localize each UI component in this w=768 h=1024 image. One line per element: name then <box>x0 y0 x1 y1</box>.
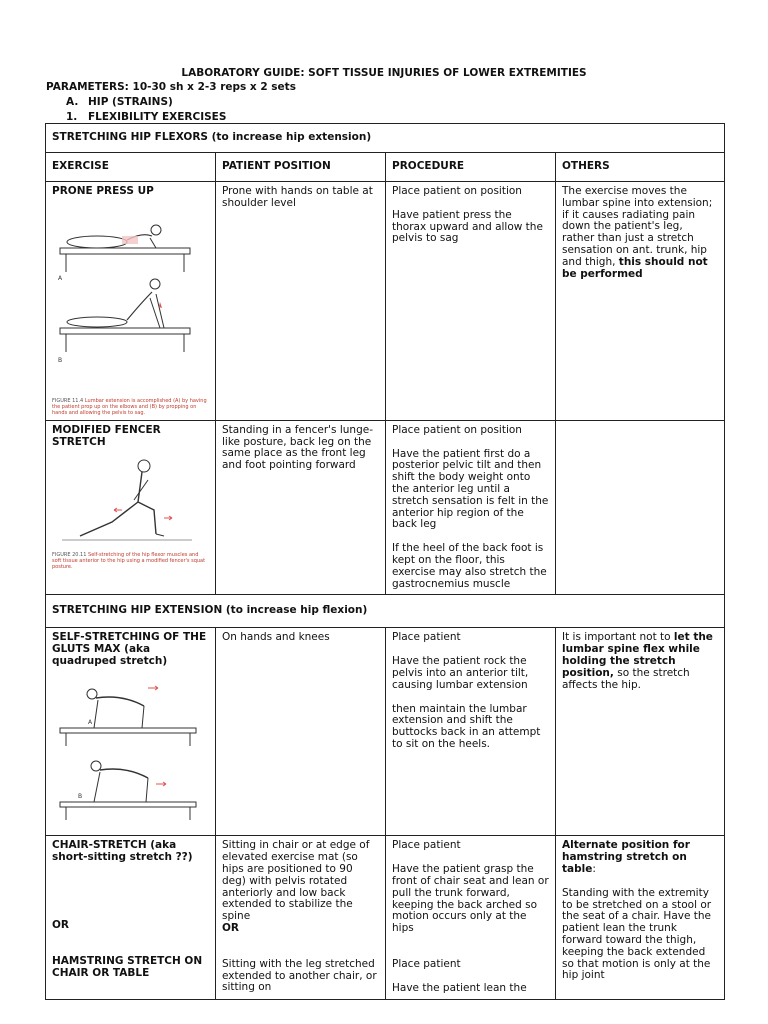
table-row-gluts-max <box>46 628 725 836</box>
position-cell: On hands and knees <box>216 628 386 836</box>
fencer-stretch-illustration <box>52 452 202 552</box>
procedure-step-alt: Have the patient lean the <box>392 981 527 994</box>
position-cell: Standing in a fencer's lunge-like posture, back leg on the same place as the front leg and foot pointing forward <box>216 420 386 595</box>
parameters-line: PARAMETERS: 10-30 sh x 2-3 reps x 2 sets <box>46 81 296 93</box>
exercise-name-alt: HAMSTRING STRETCH ON CHAIR OR TABLE <box>52 954 203 979</box>
position-cell <box>216 836 386 999</box>
document-title: LABORATORY GUIDE: SOFT TISSUE INJURIES OF LOWER EXTREMITIES <box>181 67 587 79</box>
exercise-cell <box>46 420 216 595</box>
others-cell <box>556 836 725 999</box>
figure-caption-key: FIGURE 11.4 <box>52 397 84 404</box>
prone-press-up-illustration <box>52 202 202 398</box>
others-text: Standing with the extremity to be stretched on a stool or the seat of a chair. Have the patient lean the trunk forward toward the thigh, keeping the back extended so that motion is only at the hip joint <box>562 886 712 982</box>
figure-label-b: B <box>58 356 63 364</box>
procedure-step: Have the patient first do a posterior pelvic tilt and then shift the body weight onto the anterior leg until a stretch sensation is felt in the anterior hip region of the back leg <box>392 447 549 531</box>
section-row-hip-extension <box>46 595 725 628</box>
position-cell: Prone with hands on table at shoulder level <box>216 182 386 421</box>
others-cell <box>556 628 725 836</box>
procedure-cell <box>386 182 556 421</box>
procedure-step: Have patient press the thorax upward and allow the pelvis to sag <box>392 208 543 245</box>
exercise-name: SELF-STRETCHING OF THE GLUTS MAX (aka quadruped stretch) <box>52 631 207 667</box>
section-title-hip-extension: STRETCHING HIP EXTENSION (to increase hip flexion) <box>46 595 725 628</box>
exercise-name: PRONE PRESS UP <box>52 185 154 197</box>
exercise-table <box>45 123 725 1000</box>
procedure-step: Place patient on position <box>392 423 522 436</box>
section-row-hip-flexors <box>46 124 725 153</box>
exercise-cell <box>46 836 216 999</box>
others-colon: : <box>592 862 596 875</box>
figure-caption <box>52 398 209 416</box>
column-header-exercise: EXERCISE <box>46 153 216 182</box>
column-header-others: OTHERS <box>556 153 725 182</box>
exercise-name: CHAIR-STRETCH (aka short-sitting stretch ??) <box>52 839 193 864</box>
figure-label-a: A <box>58 274 63 282</box>
procedure-step: If the heel of the back foot is kept on the floor, this exercise may also stretch the gastrocnemius muscle <box>392 542 547 590</box>
procedure-step: Place patient on position <box>392 185 522 197</box>
section-1-label: FLEXIBILITY EXERCISES <box>88 111 227 123</box>
figure-caption-text: Lumbar extension is accomplished (A) by having the patient prop up on the elbows and (B) by propping on hands and allowing the pelvis to sag. <box>52 397 207 416</box>
others-text-tail: so the stretch affects the hip. <box>562 666 690 691</box>
others-warning: this should not be performed <box>562 255 708 280</box>
position-text: Sitting in chair or at edge of elevated exercise mat (so hips are positioned to 90 deg) with pelvis rotated anteriorly and low back extended to stabilize the spine <box>222 839 370 923</box>
section-title-hip-flexors: STRETCHING HIP FLEXORS (to increase hip extension) <box>46 124 725 153</box>
position-text-alt: Sitting with the leg stretched extended to another chair, or sitting on <box>222 957 377 994</box>
others-text: The exercise moves the lumbar spine into extension; if it causes radiating pain down the patient's leg, rather than just a stretch sensation on ant. trunk, hip and thigh, <box>562 185 713 268</box>
figure-caption-key: FIGURE 20.11 <box>52 552 87 559</box>
exercise-cell <box>46 628 216 836</box>
table-row-modified-fencer <box>46 420 725 595</box>
procedure-cell <box>386 420 556 595</box>
figure-caption <box>52 552 209 570</box>
or-separator: OR <box>222 921 240 934</box>
others-emphasis: Alternate position for hamstring stretch on table <box>562 839 690 875</box>
column-header-row <box>46 153 725 182</box>
others-emphasis: let the lumbar spine flex while holding the stretch position, <box>562 631 713 679</box>
section-a-label: HIP (STRAINS) <box>88 96 173 108</box>
procedure-step: Place patient <box>392 631 461 644</box>
column-header-position: PATIENT POSITION <box>216 153 386 182</box>
figure-caption-text: Self-stretching of the hip flexor muscles and soft tissue anterior to the hip using a modified fencer's squat posture. <box>52 552 206 571</box>
section-1-number: 1. <box>66 111 78 123</box>
figure-label-b: B <box>78 792 83 800</box>
section-a-number: A. <box>66 96 79 108</box>
exercise-name: MODIFIED FENCER STRETCH <box>52 423 161 448</box>
column-header-procedure: PROCEDURE <box>386 153 556 182</box>
quadruped-stretch-illustration <box>52 672 202 822</box>
section-a-heading <box>66 95 173 110</box>
figure-label-a: A <box>88 718 93 726</box>
procedure-cell <box>386 836 556 999</box>
procedure-step-alt: Place patient <box>392 957 461 970</box>
others-text: It is important not to <box>562 631 671 644</box>
table-row-chair-stretch <box>46 836 725 999</box>
others-cell <box>556 182 725 421</box>
procedure-step: Have the patient grasp the front of chair seat and lean or pull the trunk forward, keeping the back arched so motion occurs only at the hips <box>392 863 549 935</box>
or-separator: OR <box>52 918 70 931</box>
procedure-step: then maintain the lumbar extension and shift the buttocks back in an attempt to sit on the heels. <box>392 702 541 750</box>
table-row-prone-press-up <box>46 182 725 421</box>
procedure-step: Place patient <box>392 839 461 852</box>
procedure-cell <box>386 628 556 836</box>
exercise-cell <box>46 182 216 421</box>
procedure-step: Have the patient rock the pelvis into an anterior tilt, causing lumbar extension <box>392 655 529 691</box>
others-cell <box>556 420 725 595</box>
